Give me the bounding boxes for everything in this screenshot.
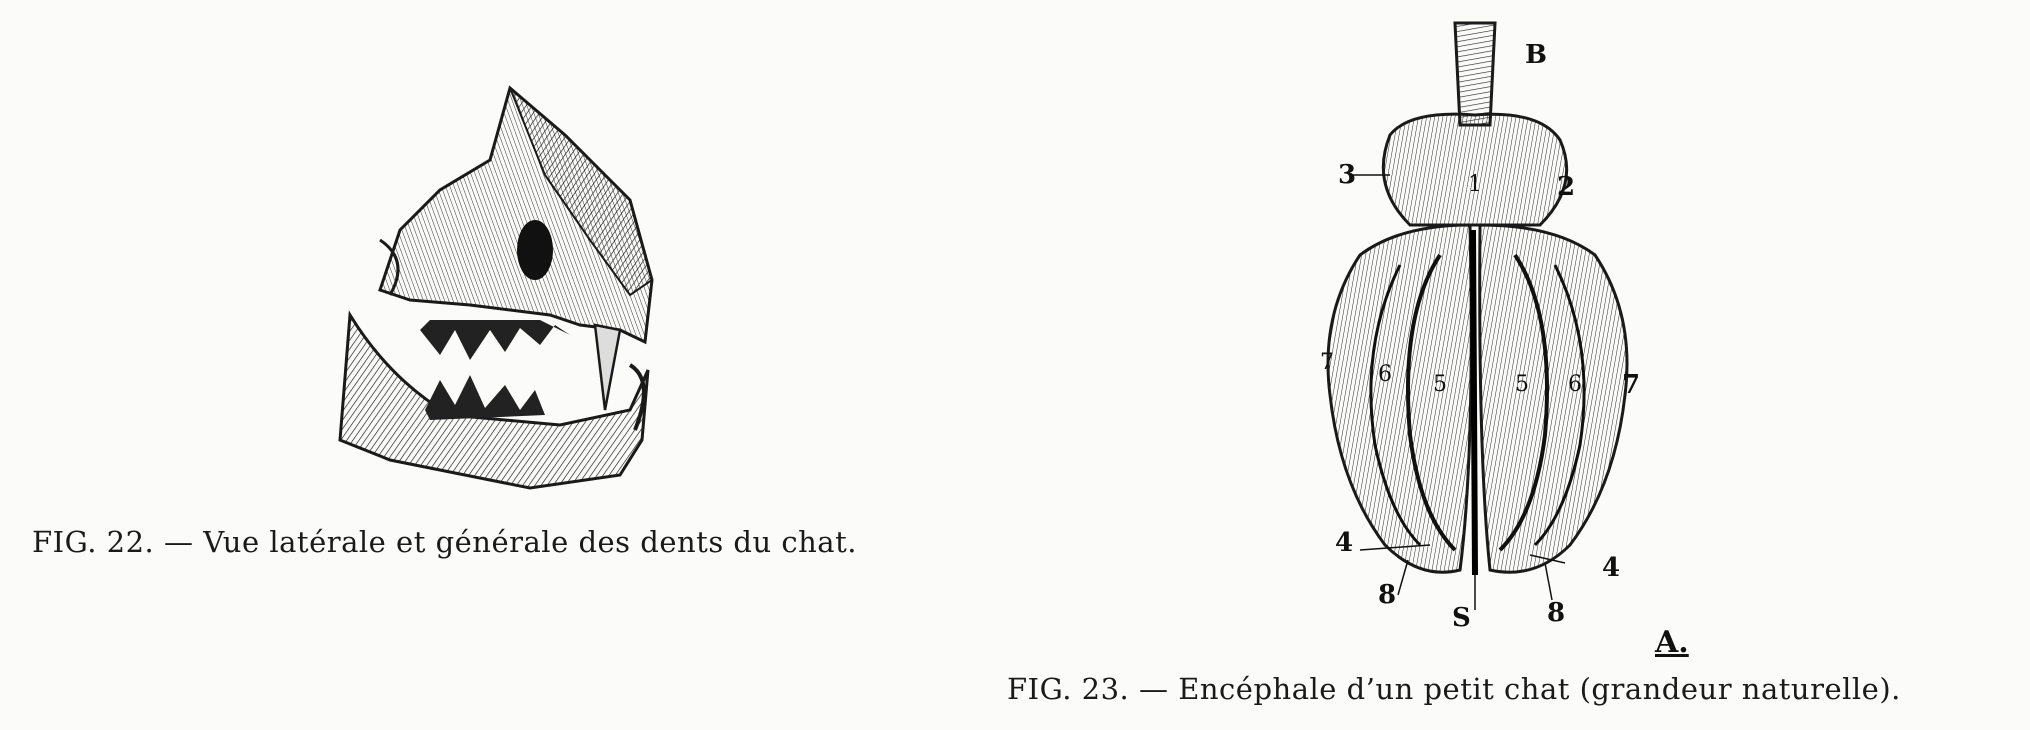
figure-22-dash: — bbox=[163, 525, 194, 559]
label-8-right: 8 bbox=[1547, 598, 1566, 628]
label-S: S bbox=[1452, 603, 1471, 633]
label-3: 3 bbox=[1338, 160, 1357, 190]
figure-22-skull-illustration bbox=[330, 80, 670, 500]
label-B: B bbox=[1525, 40, 1547, 70]
figure-22-number: FIG. 22. bbox=[32, 525, 155, 559]
figure-23-dash: — bbox=[1138, 672, 1169, 706]
label-1: 1 bbox=[1468, 172, 1482, 197]
label-6-right: 6 bbox=[1568, 372, 1582, 397]
label-5-left: 5 bbox=[1433, 372, 1447, 397]
label-8-left: 8 bbox=[1378, 580, 1397, 610]
figure-23-number: FIG. 23. bbox=[1007, 672, 1130, 706]
label-6-left: 6 bbox=[1378, 362, 1392, 387]
figure-22-caption bbox=[32, 525, 857, 559]
label-7-right: 7 bbox=[1622, 370, 1641, 400]
engraver-signature: A. bbox=[1655, 625, 1689, 660]
figure-23-caption bbox=[1007, 672, 1901, 706]
label-4-left: 4 bbox=[1335, 528, 1354, 558]
label-5-right: 5 bbox=[1515, 372, 1529, 397]
label-4-right: 4 bbox=[1602, 553, 1621, 583]
figure-22-caption-text: Vue latérale et générale des dents du chat. bbox=[203, 525, 857, 559]
label-2: 2 bbox=[1557, 172, 1576, 202]
label-7-left: 7 bbox=[1320, 350, 1334, 375]
figure-23-caption-text: Encéphale d’un petit chat (grandeur naturelle). bbox=[1178, 672, 1901, 706]
